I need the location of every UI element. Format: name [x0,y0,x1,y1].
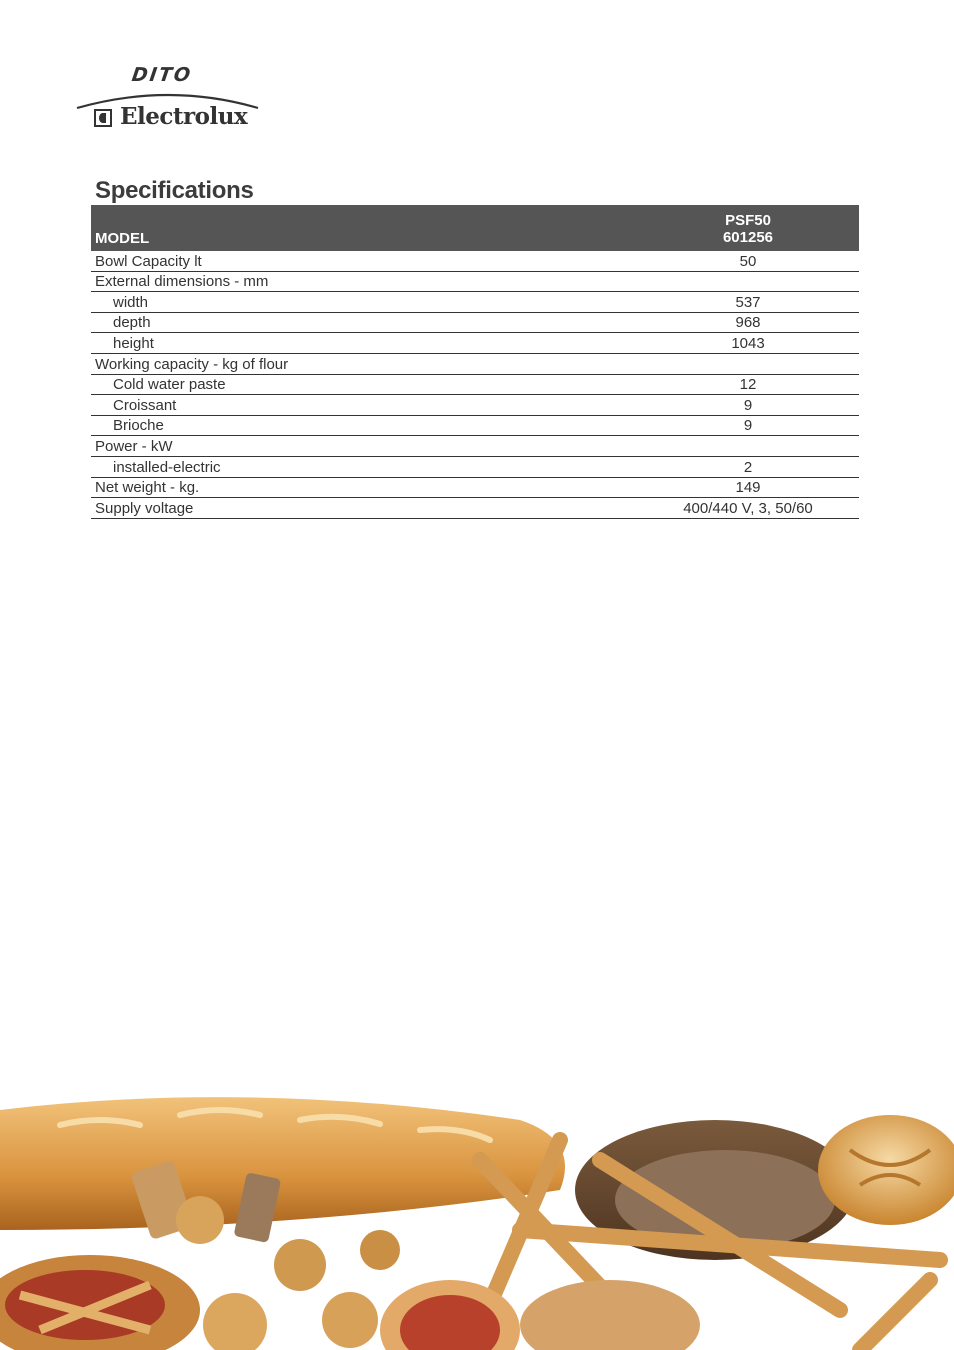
row-value [637,353,859,374]
table-row [91,271,859,292]
row-label: height [91,333,637,354]
row-label: installed-electric [91,456,637,477]
row-label: width [91,292,637,313]
table-row [91,395,859,416]
row-label: depth [91,312,637,333]
row-label: Cold water paste [91,374,637,395]
header-model-cell [637,205,859,251]
row-value: 9 [637,415,859,436]
header-model-label: MODEL [91,205,637,251]
brand-logo [74,62,264,134]
table-row [91,456,859,477]
electrolux-logo-text: Electrolux [120,103,248,130]
table-row [91,436,859,457]
row-value: 400/440 V, 3, 50/60 [637,498,859,519]
electrolux-logo-icon [94,109,112,127]
row-value: 2 [637,456,859,477]
row-label: External dimensions - mm [91,271,637,292]
row-label: Power - kW [91,436,637,457]
table-header-row [91,205,859,251]
header-model-code: 601256 [722,229,774,246]
table-row [91,312,859,333]
specifications-table [91,205,859,519]
table-row [91,374,859,395]
row-label: Croissant [91,395,637,416]
row-label: Net weight - kg. [91,477,637,498]
row-value: 50 [637,251,859,271]
row-value: 149 [637,477,859,498]
table-row [91,477,859,498]
row-label: Supply voltage [91,498,637,519]
table-row [91,333,859,354]
dito-logo-text: DITO [130,64,194,86]
row-value [637,436,859,457]
bread-photo-illustration [0,1080,954,1350]
row-label: Bowl Capacity lt [91,251,637,271]
row-value: 537 [637,292,859,313]
table-row [91,292,859,313]
row-value: 1043 [637,333,859,354]
table-row [91,498,859,519]
header-model-name: PSF50 [725,212,771,229]
row-label: Working capacity - kg of flour [91,353,637,374]
page-title: Specifications [95,177,254,204]
row-value: 9 [637,395,859,416]
table-row [91,415,859,436]
table-row [91,353,859,374]
row-value: 968 [637,312,859,333]
row-value: 12 [637,374,859,395]
row-value [637,271,859,292]
row-label: Brioche [91,415,637,436]
table-row [91,251,859,271]
